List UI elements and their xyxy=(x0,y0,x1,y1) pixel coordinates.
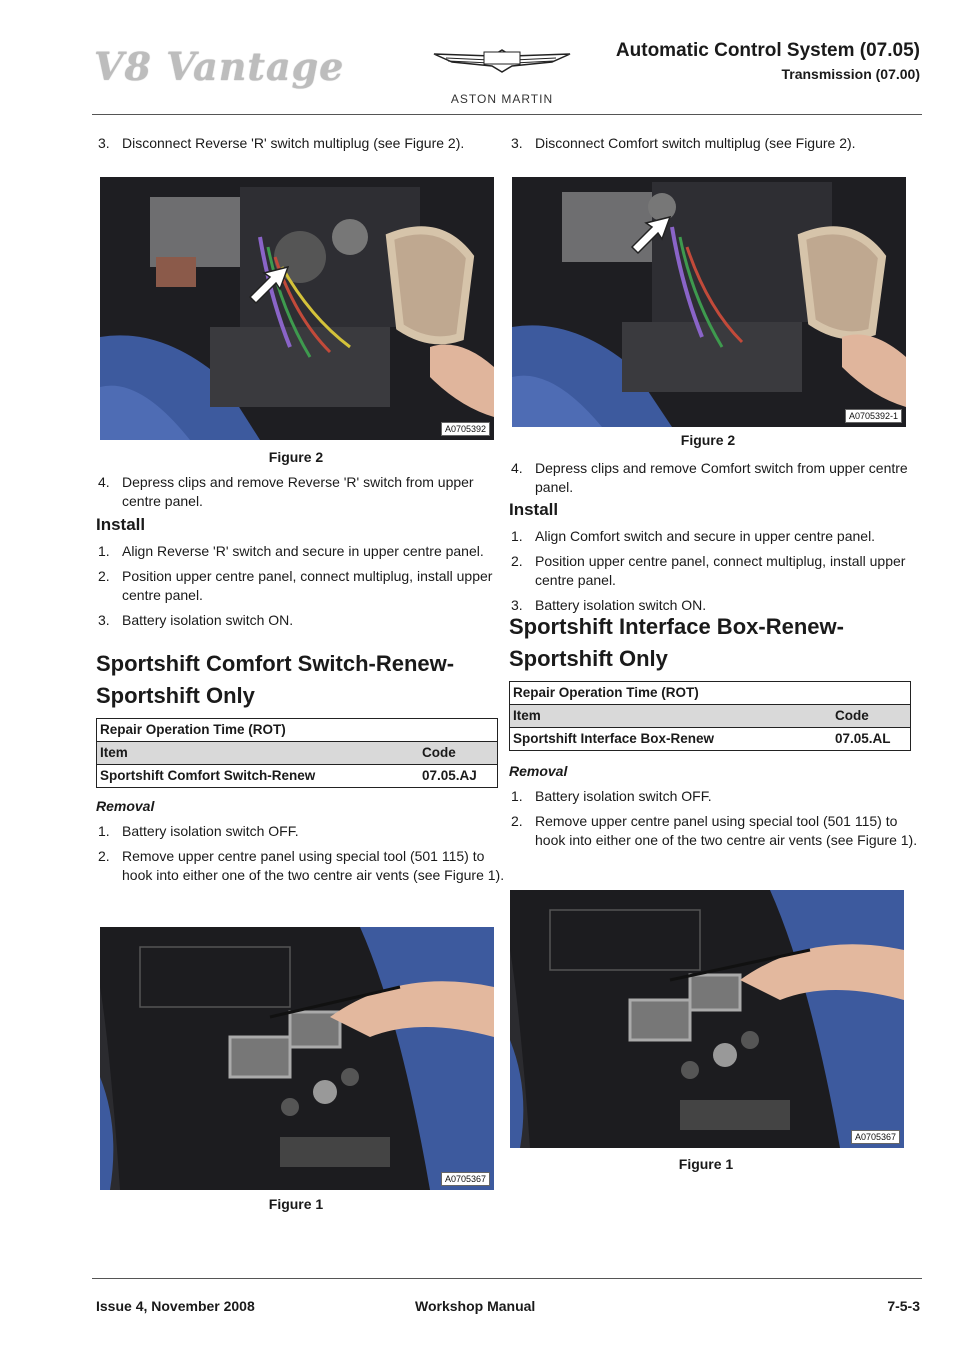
list-item: 1. Battery isolation switch OFF. xyxy=(511,788,712,804)
issue-date: Issue 4, November 2008 xyxy=(96,1298,255,1314)
list-item: 3. Battery isolation switch ON. xyxy=(98,612,294,628)
page-title: Automatic Control System (07.05) xyxy=(615,40,920,61)
figure-reference-tag: A0705392-1 xyxy=(845,409,902,423)
right-step-3: 3. Disconnect Comfort switch multiplug (see Figure 2). xyxy=(511,135,856,151)
list-item: 2. Position upper centre panel, connect multiplug, install upper centre panel. xyxy=(98,568,493,603)
list-item: 2. Position upper centre panel, connect multiplug, install upper centre panel. xyxy=(511,553,906,588)
rot-code: 07.05.AL xyxy=(835,731,891,746)
figure-2-comfort-switch-photo xyxy=(512,177,906,427)
figure-reference-tag: A0705367 xyxy=(851,1130,900,1144)
left-section-heading: Sportshift Comfort Switch-Renew-Sportshift Only xyxy=(96,651,455,708)
list-item: 1. Align Comfort switch and secure in upper centre panel. xyxy=(511,528,876,544)
header-rule xyxy=(92,114,922,115)
rot-item: Sportshift Interface Box-Renew xyxy=(513,731,715,746)
figure-caption: Figure 2 xyxy=(680,432,736,448)
aston-martin-wings-logo xyxy=(432,42,572,84)
list-item: 1. Align Reverse 'R' switch and secure in upper centre panel. xyxy=(98,543,484,559)
left-step-3: 3. Disconnect Reverse 'R' switch multiplug (see Figure 2). xyxy=(98,135,465,151)
install-heading: Install xyxy=(96,515,146,534)
right-removal-section xyxy=(509,762,919,856)
rot-table xyxy=(96,718,498,788)
left-install-section xyxy=(96,515,506,636)
rot-col-item: Item xyxy=(100,745,128,760)
figure-2-reverse-switch-photo xyxy=(100,177,494,440)
rot-table xyxy=(509,681,911,751)
figure-reference-tag: A0705367 xyxy=(441,1172,490,1186)
install-heading: Install xyxy=(509,500,559,519)
right-step-4: 4. Depress clips and remove Comfort switch from upper centre panel. xyxy=(511,460,908,495)
list-item: 2. Remove upper centre panel using special tool (501 115) to hook into either one of the two centre air vents (see Figure 1). xyxy=(511,813,918,848)
footer-rule xyxy=(92,1278,922,1279)
rot-col-item: Item xyxy=(513,708,541,723)
rot-col-code: Code xyxy=(422,745,456,760)
rot-header: Repair Operation Time (ROT) xyxy=(100,722,286,737)
page-subtitle: Transmission (07.00) xyxy=(781,66,920,82)
list-item: 3. Battery isolation switch ON. xyxy=(511,597,707,613)
rot-col-code: Code xyxy=(835,708,869,723)
figure-reference-tag: A0705392 xyxy=(441,422,490,436)
figure-caption: Figure 1 xyxy=(268,1196,324,1212)
list-item: 2. Remove upper centre panel using special tool (501 115) to hook into either one of the two centre air vents (see Figure 1). xyxy=(98,848,505,883)
figure-1-dashboard-photo xyxy=(100,927,494,1190)
left-step-4: 4. Depress clips and remove Reverse 'R' switch from upper centre panel. xyxy=(98,474,474,509)
manual-name: Workshop Manual xyxy=(415,1298,536,1314)
figure-caption: Figure 1 xyxy=(678,1156,734,1172)
left-removal-section xyxy=(96,797,506,891)
removal-heading: Removal xyxy=(96,798,155,814)
v8-vantage-logo: V8 Vantage xyxy=(94,44,345,89)
figure-1-dashboard-photo xyxy=(510,890,904,1148)
figure-caption: Figure 2 xyxy=(268,449,324,465)
brand-name: ASTON MARTIN xyxy=(450,92,554,106)
rot-code: 07.05.AJ xyxy=(422,768,477,783)
right-install-section xyxy=(509,500,919,621)
page-number: 7-5-3 xyxy=(887,1298,920,1314)
rot-header: Repair Operation Time (ROT) xyxy=(513,685,699,700)
rot-item: Sportshift Comfort Switch-Renew xyxy=(100,768,316,783)
right-section-heading: Sportshift Interface Box-Renew-Sportshift Only xyxy=(509,614,844,671)
list-item: 1. Battery isolation switch OFF. xyxy=(98,823,299,839)
removal-heading: Removal xyxy=(509,763,568,779)
